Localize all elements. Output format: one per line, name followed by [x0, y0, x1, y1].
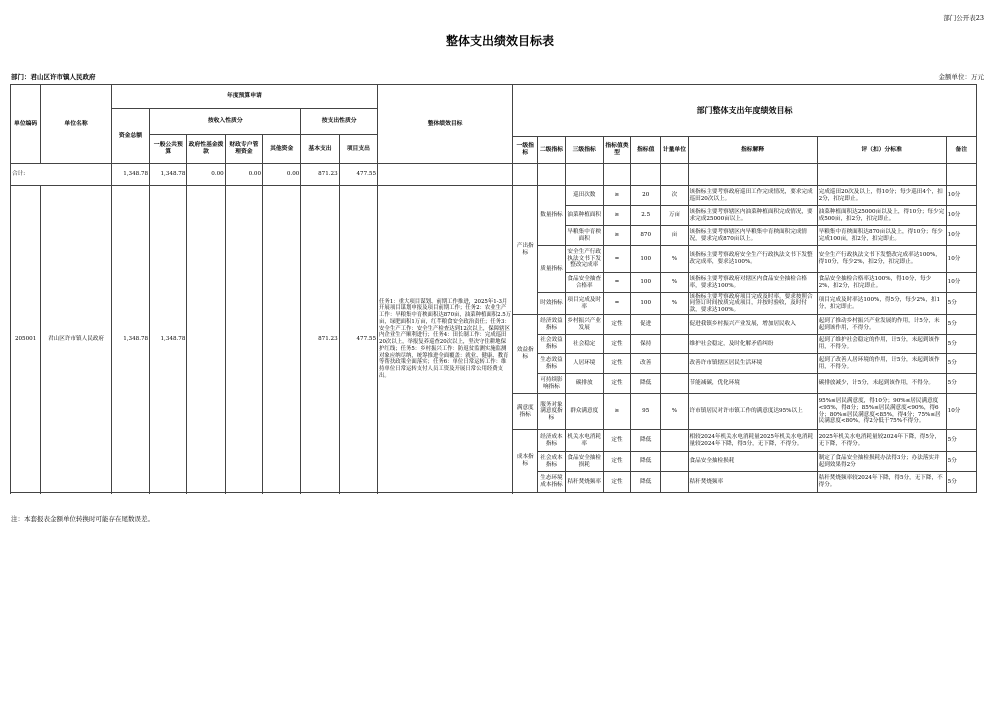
ind-name: 食品安全抽查合格率 [565, 273, 603, 293]
header-unit-name: 单位名称 [41, 85, 112, 164]
ind-criteria: 完成巡田20次及以上，得10分；每少巡田4个，扣2分，扣完即止。 [817, 186, 946, 206]
header-general-budget: 一般公共预算 [150, 135, 187, 164]
header-budget-apply: 年度预算申请 [111, 85, 377, 109]
ind-unit [661, 374, 688, 394]
ind-unit: % [661, 246, 688, 273]
performance-table [10, 84, 977, 493]
ind-remark: 10分 [946, 394, 976, 430]
header-ind3: 三级指标 [565, 137, 603, 164]
ind-explain: 该指标主要考察辖区内油菜种植面积完成情况，要求完成25000亩以上。 [688, 206, 817, 226]
ind-explain: 该指标主要考察政府对辖区内食品安全抽检合格率，要求达100%。 [688, 273, 817, 293]
ind-remark: 5分 [946, 315, 976, 335]
level2-economic-cost: 经济成本指标 [538, 430, 565, 452]
level1-cost: 成本指标 [513, 430, 538, 493]
ind-value: 2.5 [631, 206, 661, 226]
ind-name: 油菜种植面积 [565, 206, 603, 226]
header-total-funds: 资金总额 [111, 109, 149, 164]
header-dept-goal: 部门整体支出年度绩效目标 [513, 85, 977, 137]
header-remark: 备注 [946, 137, 976, 164]
total-funds-value: 1,348.78 [111, 164, 149, 186]
ind-unit [661, 354, 688, 374]
header-by-expense: 按支出性质分 [301, 109, 378, 135]
ind-value: 降低 [631, 374, 661, 394]
ind-type: ≥ [603, 206, 630, 226]
ind-type: 定性 [603, 472, 630, 493]
level2-sustainable: 可持续影响指标 [538, 374, 565, 394]
ind-explain: 许市镇居民对许市镇工作的满意度达95%以上 [688, 394, 817, 430]
ind-remark: 10分 [946, 273, 976, 293]
ind-unit: % [661, 293, 688, 315]
header-unit-code: 单位编码 [11, 85, 41, 164]
ind-explain: 该指标主要考察政府巡田工作完成情况，要求完成巡田20次以上。 [688, 186, 817, 206]
ind-remark: 5分 [946, 293, 976, 315]
unit-general-budget: 1,348.78 [150, 186, 187, 493]
ind-criteria: 95%≤居民满意度，得10分；90%≤居民满意度<95%，得8分；85%≤居民满意度<90%，得6分；80%≤居民满意度<85%，得4分；75%≤居民满意度<80%，得2分低于75%不得分。 [817, 394, 946, 430]
ind-type: ≥ [603, 394, 630, 430]
ind-unit [661, 452, 688, 472]
ind-name: 人居环境 [565, 354, 603, 374]
level2-timeliness: 时效指标 [538, 293, 565, 315]
header-ind1: 一级指标 [513, 137, 538, 164]
ind-value: 870 [631, 226, 661, 246]
ind-remark: 5分 [946, 354, 976, 374]
ind-explain: 该指标主要考察辖区内旱粮集中育秧面积完成情况，要求完成870亩以上。 [688, 226, 817, 246]
header-explanation: 指标解释 [688, 137, 817, 164]
ind-unit [661, 335, 688, 354]
level2-economic: 经济效益指标 [538, 315, 565, 335]
table-row [11, 186, 977, 206]
ind-criteria: 秸秆焚烧频率较2024年下降，得5分，无下降，不得分。 [817, 472, 946, 493]
level1-output: 产出指标 [513, 186, 538, 315]
ind-criteria: 2025年机关水电消耗量较2024年下降，得5分，无下降，不得分。 [817, 430, 946, 452]
total-label: 合计: [11, 164, 112, 186]
level2-social-cost: 社会成本指标 [538, 452, 565, 472]
ind-unit: % [661, 273, 688, 293]
footnote: 注：本套报表金额单位转换时可能存在尾数误差。 [11, 515, 154, 523]
ind-name: 旱粮集中育秧面积 [565, 226, 603, 246]
ind-unit: 次 [661, 186, 688, 206]
ind-type: 定性 [603, 430, 630, 452]
header-ind2: 二级指标 [538, 137, 565, 164]
unit-code: 205001 [11, 186, 41, 493]
header-ind-value: 指标值 [631, 137, 661, 164]
ind-unit [661, 472, 688, 493]
ind-unit [661, 315, 688, 335]
ind-value: 促进 [631, 315, 661, 335]
ind-criteria: 起到了推动乡村振兴产业发展的作用，计5分，未起到该作用，不得分。 [817, 315, 946, 335]
ind-name: 安全生产行政执法文书下发整改完成率 [565, 246, 603, 273]
level2-service-satisfaction: 服务对象满意度指标 [538, 394, 565, 430]
total-gov-value: 0.00 [187, 164, 225, 186]
ind-unit: 亩 [661, 226, 688, 246]
header-criteria: 评（扣）分标准 [817, 137, 946, 164]
ind-explain: 秸秆焚烧频率 [688, 472, 817, 493]
ind-value: 降低 [631, 472, 661, 493]
ind-value: 20 [631, 186, 661, 206]
ind-remark: 5分 [946, 430, 976, 452]
ind-name: 项目完成及时率 [565, 293, 603, 315]
ind-type: = [603, 273, 630, 293]
level2-ecological: 生态效益指标 [538, 354, 565, 374]
ind-criteria: 旱粮集中育秧面积达870亩以及上，得10分；每少完成100亩，扣2分，扣完即止。 [817, 226, 946, 246]
unit-basic-exp: 871.23 [301, 186, 339, 493]
ind-type: 定性 [603, 374, 630, 394]
ind-value: 降低 [631, 452, 661, 472]
total-general-value: 1,348.78 [150, 164, 187, 186]
ind-criteria: 起到了维护社会稳定的作用，计5分，未起到该作用，不得分。 [817, 335, 946, 354]
ind-value: 改善 [631, 354, 661, 374]
page-title: 整体支出绩效目标表 [445, 34, 554, 48]
ind-value: 降低 [631, 430, 661, 452]
header-unit-measure: 计量单位 [661, 137, 688, 164]
ind-explain: 节能减碳，优化环境 [688, 374, 817, 394]
overall-goal-text: 任务1：重大项目谋划、前期工作推进，2025年1-3月开展项目谋划申报及项目前期工作；任务2：农业生产工作：旱粮集中育秧面积达870亩，油菜种植面积2.5万亩，绿肥面积1万亩，红芊粮食安全政治责任；任务3：安全生产工作：安全生产检查达到12次以上，保障辖区内企业生产顺利进行；任务4：田长制工作：完成巡田20次以上，举报复养巡查20次以上，坚决守住耕地保护红线；任务5：乡村振兴工作：防返贫监测实施监测对象应纳尽纳，统筹推进全面覆盖：就业、健康、教育等帮扶政策全面落实；任务6：单位日常运转工作：维持单位日常运转支付人员工资及开展日常公用经费支出。 [378, 186, 513, 493]
department-label: 部门：君山区许市镇人民政府 [11, 73, 96, 81]
ind-name: 社会稳定 [565, 335, 603, 354]
ind-criteria: 油菜种植面积达25000亩以及上，得10分；每少完成500亩，扣2分，扣完即止。 [817, 206, 946, 226]
ind-remark: 10分 [946, 186, 976, 206]
ind-value: 100 [631, 273, 661, 293]
ind-criteria: 起到了改善人居环境的作用，计5分，未起到该作用，不得分。 [817, 354, 946, 374]
ind-remark: 5分 [946, 335, 976, 354]
ind-criteria: 制定了食品安全抽检损耗办法得3分；办法落实并起到效果得2分 [817, 452, 946, 472]
ind-name: 乡村振兴产业发展 [565, 315, 603, 335]
unit-total-funds: 1,348.78 [111, 186, 149, 493]
ind-explain: 食品安全抽检损耗 [688, 452, 817, 472]
level1-benefit: 效益指标 [513, 315, 538, 394]
ind-name: 群众满意度 [565, 394, 603, 430]
ind-name: 机关水电消耗率 [565, 430, 603, 452]
header-other-funds: 其他资金 [263, 135, 301, 164]
ind-criteria: 项目完成及时率达100%，得5分，每少2%，扣1分，扣完即止。 [817, 293, 946, 315]
ind-value: 100 [631, 293, 661, 315]
ind-unit [661, 430, 688, 452]
ind-name: 碳排放 [565, 374, 603, 394]
ind-type: 定性 [603, 354, 630, 374]
ind-remark: 10分 [946, 246, 976, 273]
ind-explain: 相较2024年机关水电消耗量2025年机关水电消耗量较2024年下降，得5分，无下降，不得分。 [688, 430, 817, 452]
header-row-1 [11, 85, 977, 109]
ind-type: 定性 [603, 452, 630, 472]
total-basic-value: 871.23 [301, 164, 339, 186]
header-overall-goal: 整体绩效目标 [378, 85, 513, 164]
ind-unit: 万亩 [661, 206, 688, 226]
header-basic-exp: 基本支出 [301, 135, 339, 164]
total-row [11, 164, 977, 186]
ind-remark: 5分 [946, 452, 976, 472]
unit-name: 君山区许市镇人民政府 [41, 186, 112, 493]
level2-quantity: 数量指标 [538, 186, 565, 246]
unit-project-exp: 477.55 [339, 186, 377, 493]
level1-satisfaction: 满意度指标 [513, 394, 538, 430]
total-other-value: 0.00 [263, 164, 301, 186]
ind-type: ≥ [603, 226, 630, 246]
ind-explain: 该指标主要考察政府安全生产行政执法文书下发整改完成率，要求达100%。 [688, 246, 817, 273]
ind-criteria: 安全生产行政执法文书下发整改完成率达100%，得10分，每少2%，扣2分，扣完即止。 [817, 246, 946, 273]
header-ind-type: 指标值类型 [603, 137, 630, 164]
ind-explain: 促进我镇乡村振兴产业发展，增加居民收入 [688, 315, 817, 335]
ind-criteria: 食品安全抽检合格率达100%，得10分，每少2%，扣2分，扣完即止。 [817, 273, 946, 293]
header-special-fund: 财政专户管理资金 [225, 135, 262, 164]
level2-social: 社会效益指标 [538, 335, 565, 354]
ind-criteria: 碳排放减少，计5分，未起到该作用，不得分。 [817, 374, 946, 394]
ind-explain: 该指标主要考察政府项目完成及时率。要求按照合同签订时间按质完成项目，并按时验收，及时付款，要求达100%。 [688, 293, 817, 315]
ind-type: ≥ [603, 186, 630, 206]
ind-name: 食品安全抽检损耗 [565, 452, 603, 472]
ind-explain: 改善许市镇辖区居民生活环境 [688, 354, 817, 374]
ind-explain: 维护社会稳定，及时化解矛盾纠纷 [688, 335, 817, 354]
ind-type: 定性 [603, 335, 630, 354]
ind-type: = [603, 246, 630, 273]
ind-value: 保持 [631, 335, 661, 354]
amount-unit-label: 金额单位：万元 [938, 73, 984, 81]
ind-value: 95 [631, 394, 661, 430]
ind-type: = [603, 293, 630, 315]
total-special-value: 0.00 [225, 164, 262, 186]
ind-type: 定性 [603, 315, 630, 335]
ind-name: 巡田次数 [565, 186, 603, 206]
ind-remark: 10分 [946, 206, 976, 226]
level2-eco-cost: 生态环境成本指标 [538, 472, 565, 493]
ind-unit: % [661, 394, 688, 430]
level2-quality: 质量指标 [538, 246, 565, 293]
ind-name: 秸秆焚烧频率 [565, 472, 603, 493]
header-gov-fund: 政府性基金拨款 [187, 135, 225, 164]
header-project-exp: 项目支出 [339, 135, 377, 164]
header-by-income: 按收入性质分 [150, 109, 301, 135]
ind-value: 100 [631, 246, 661, 273]
corner-label: 部门公开表23 [943, 14, 984, 22]
total-project-value: 477.55 [339, 164, 377, 186]
ind-remark: 5分 [946, 374, 976, 394]
ind-remark: 10分 [946, 226, 976, 246]
ind-remark: 5分 [946, 472, 976, 493]
